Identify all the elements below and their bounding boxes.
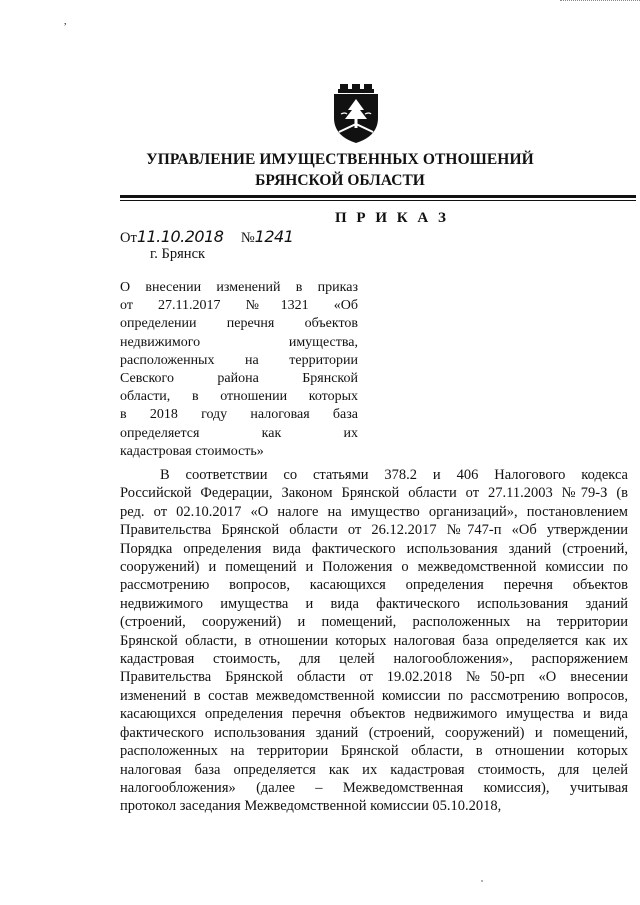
organization-name-line-2: БРЯНСКОЙ ОБЛАСТИ — [255, 172, 425, 189]
body-line: протокол заседания Межведомственной комиссии 05.10.2018, — [120, 798, 502, 815]
subject-line: определении перечня объектов — [120, 316, 358, 332]
coat-of-arms-icon — [330, 84, 382, 144]
body-line: недвижимого имущества и вида фактического использования зданий — [120, 595, 628, 612]
body-line: кадастровая стоимость, для целей налогообложения», распоряжением — [120, 651, 628, 668]
header-rule-thin — [120, 200, 636, 201]
organization-name-line-1: УПРАВЛЕНИЕ ИМУЩЕСТВЕННЫХ ОТНОШЕНИЙ — [146, 151, 534, 168]
body-line: ред. от 02.10.2017 «О налоге на имущество организаций», постановлением — [120, 503, 628, 520]
scan-speck — [481, 880, 483, 882]
subject-line: определяется как их — [120, 425, 358, 441]
number-label: № — [240, 230, 255, 246]
subject-line: от 27.11.2017 №1321 «Об — [120, 298, 358, 314]
subject-line: недвижимого имущества, — [120, 334, 358, 350]
body-line: (строений, сооружений) и помещений, расположенных на территории — [120, 614, 628, 631]
body-line: изменений в состав межведомственной комиссии по рассмотрению вопросов, — [120, 687, 628, 704]
document-type-title: П Р И К А З — [335, 210, 449, 226]
subject-line: в 2018 году налоговая база — [120, 407, 358, 423]
header-rule-thick — [120, 195, 636, 198]
date-number-line — [120, 227, 305, 247]
body-line: фактического использования зданий (строений, сооружений) и помещений, — [120, 724, 628, 741]
body-line: налоговая база определяется как их кадастровая стоимость, для целей — [120, 761, 628, 778]
handwritten-date: 11.10.2018 — [136, 227, 224, 246]
scan-edge-mark — [560, 0, 640, 5]
body-line: Правительства Брянской области от 26.12.2017 №747-п «Об утверждении — [120, 522, 628, 539]
body-line: рассмотрению вопросов, касающихся определения перечня объектов — [120, 577, 628, 594]
body-line: Порядка определения вида фактического использования зданий (строений, — [120, 540, 628, 557]
order-body-paragraph — [120, 466, 628, 816]
body-line: сооружений) и помещений и Положения о межведомственной комиссии по — [120, 559, 628, 576]
scan-mark: , — [64, 16, 67, 27]
city-name: г. Брянск — [150, 246, 206, 262]
subject-line: расположенных на территории — [120, 352, 358, 368]
subject-line: Севского района Брянской — [120, 371, 358, 387]
body-line: Брянской области, в отношении которых налоговая база определяется как их — [120, 632, 628, 649]
body-line: расположенных на территории Брянской области, в отношении которых — [120, 743, 628, 760]
handwritten-number: 1241 — [254, 227, 294, 246]
subject-line: О внесении изменений в приказ — [120, 280, 358, 295]
body-line: налогообложения» (далее – Межведомственная комиссия), учитывая — [120, 779, 628, 796]
subject-line: области, в отношении которых — [120, 389, 358, 405]
body-line: Российской Федерации, Законом Брянской области от 27.11.2003 №79-З (в — [120, 485, 628, 502]
body-line: В соответствии со статьями 378.2 и 406 Налогового кодекса — [160, 467, 628, 483]
subject-line: кадастровая стоимость» — [120, 443, 264, 459]
order-subject — [120, 279, 358, 461]
from-label: От — [120, 230, 137, 246]
body-line: касающихся определения перечня объектов недвижимого имущества и вида — [120, 706, 628, 723]
body-line: Правительства Брянской области от 19.02.2018 №50-рп «О внесении — [120, 669, 628, 686]
